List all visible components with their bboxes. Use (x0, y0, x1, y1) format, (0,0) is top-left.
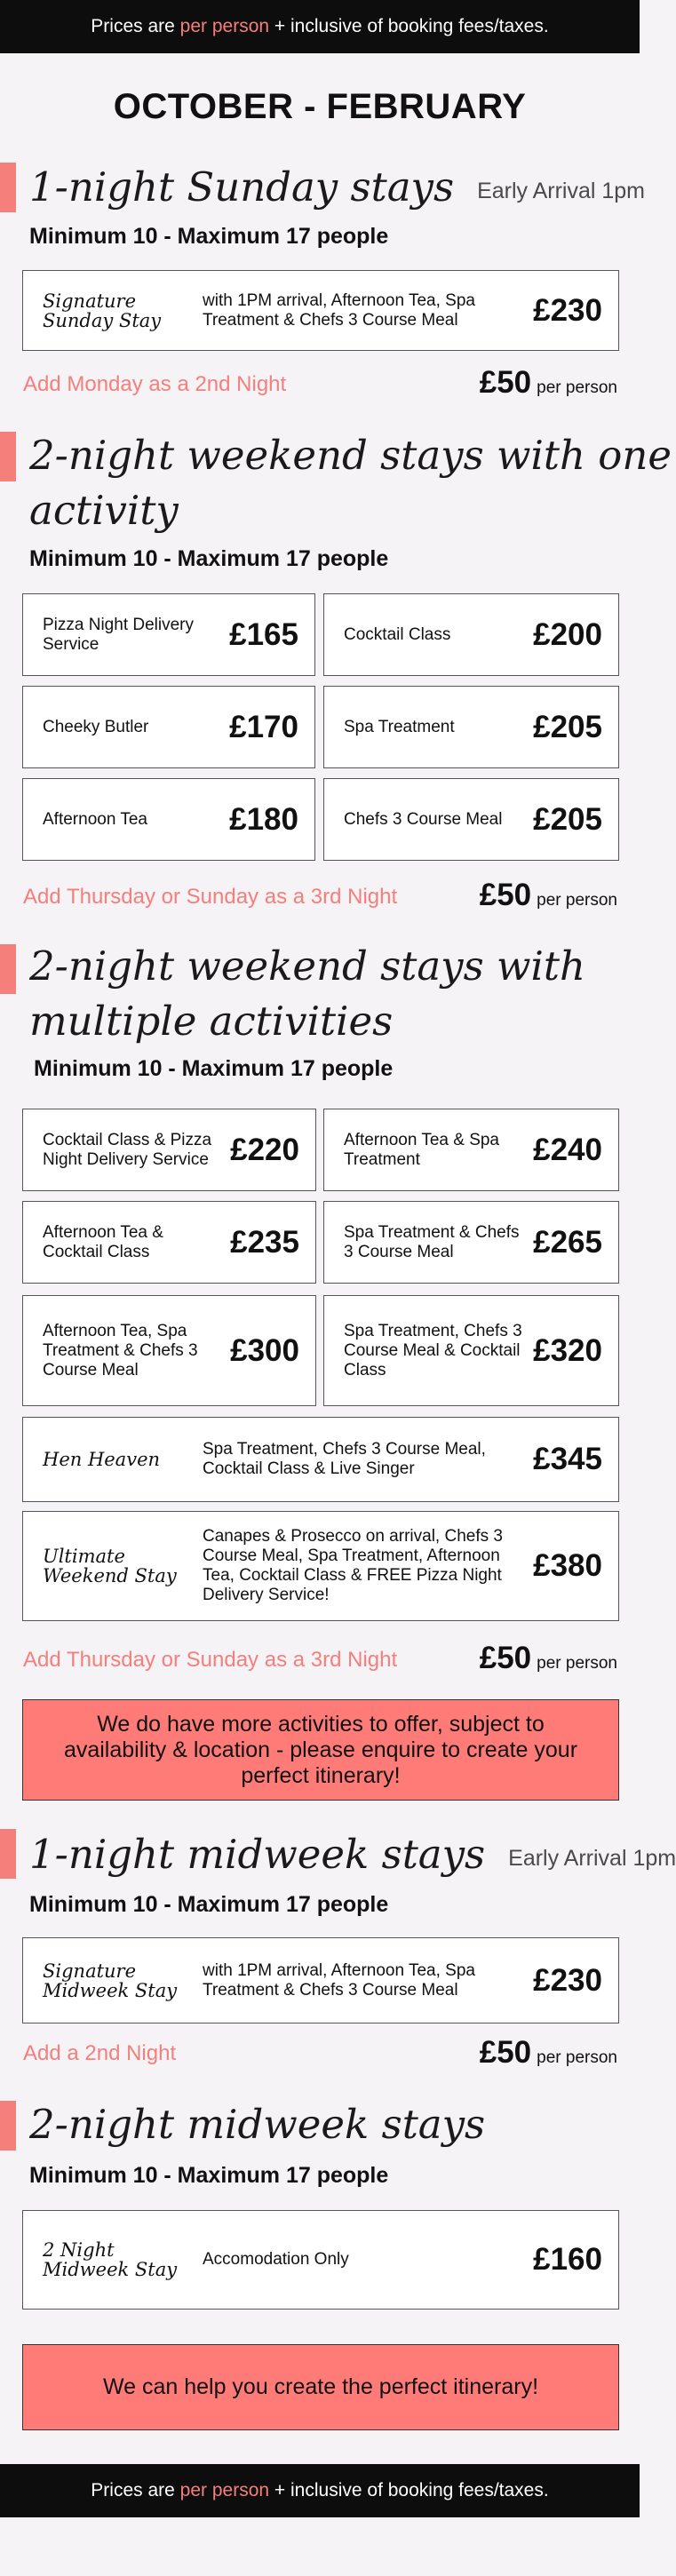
package-name: Spa Treatment, Chefs 3 Course Meal & Cocktail Class (344, 1321, 522, 1379)
package-card (22, 1201, 316, 1284)
package-price: £345 (533, 1442, 602, 1476)
package-card (22, 1937, 619, 2023)
package-card (22, 686, 315, 768)
package-card (22, 1109, 316, 1191)
package-card (323, 1201, 619, 1284)
package-desc: Accomodation Only (203, 2250, 349, 2269)
section-subtitle: Minimum 10 - Maximum 17 people (29, 2163, 389, 2188)
section-subtitle: Minimum 10 - Maximum 17 people (29, 546, 389, 571)
package-price: £230 (533, 1962, 602, 1998)
addon-label: Add Thursday or Sunday as a 3rd Night (23, 1648, 398, 1672)
package-price: £380 (533, 1548, 602, 1583)
section-title-weekend-one: 2-night weekend stays with one (29, 432, 672, 479)
enquire-banner: We do have more activities to offer, subject to availability & location - please enquire to create your perfect itinerary! (22, 1699, 619, 1801)
package-desc: Spa Treatment, Chefs 3 Course Meal, Cocktail Class & Live Singer (203, 1440, 486, 1478)
package-name: Spa Treatment (344, 717, 455, 736)
price-note-prefix: Prices are (91, 2480, 175, 2500)
package-price: £165 (229, 616, 298, 652)
package-desc: with 1PM arrival, Afternoon Tea, Spa Treatment & Chefs 3 Course Meal (203, 1960, 475, 2000)
section-accent (0, 432, 16, 481)
early-arrival-note: Early Arrival 1pm (508, 1845, 676, 1871)
package-price: £180 (229, 801, 298, 837)
addon-price-value: £50 (479, 1641, 532, 1675)
price-note-highlight: per person (179, 2480, 270, 2500)
package-price: £205 (533, 709, 602, 744)
page-title: OCTOBER - FEBRUARY (113, 87, 527, 126)
section-title-weekend-one-line2: activity (29, 487, 179, 534)
package-price: £160 (533, 2242, 602, 2277)
section-title-weekend-multi: 2-night weekend stays with (29, 942, 585, 990)
package-price: £170 (229, 709, 298, 744)
package-price: £265 (533, 1224, 602, 1260)
package-name: Cocktail Class (344, 624, 451, 644)
package-name: Afternoon Tea, Spa Treatment & Chefs 3 Course Meal (43, 1321, 198, 1379)
section-accent (0, 163, 16, 212)
package-name: Signature Midweek Stay (43, 1960, 178, 2001)
addon-label: Add Monday as a 2nd Night (23, 372, 287, 396)
package-card (22, 2210, 619, 2310)
section-title-midweek-two: 2-night midweek stays (29, 2101, 486, 2148)
package-name: Pizza Night Delivery Service (43, 615, 194, 654)
package-card (323, 593, 619, 676)
package-name: Cheeky Butler (43, 717, 149, 736)
package-name: Spa Treatment & Chefs 3 Course Meal (344, 1222, 520, 1261)
section-title-midweek-one (29, 1828, 676, 1885)
addon-price-unit: per person (537, 891, 617, 910)
package-name: Afternoon Tea (43, 809, 147, 829)
package-name: Hen Heaven (43, 1449, 161, 1470)
package-price: £200 (533, 616, 602, 652)
package-price: £235 (230, 1224, 299, 1260)
addon-price (480, 1641, 617, 1676)
package-card-ultimate (22, 1511, 619, 1621)
package-card (22, 593, 315, 676)
help-banner: We can help you create the perfect itinerary! (22, 2344, 619, 2430)
addon-price (480, 878, 617, 913)
package-card-hen-heaven (22, 1417, 619, 1502)
section-title-text: 1-night Sunday stays (29, 163, 455, 211)
package-price: £320 (533, 1332, 602, 1368)
package-name: 2 Night Midweek Stay (43, 2239, 178, 2280)
price-note-suffix: + inclusive of booking fees/taxes. (274, 16, 549, 36)
package-name: Afternoon Tea & Spa Treatment (344, 1130, 499, 1169)
price-note-prefix: Prices are (91, 16, 175, 36)
package-card (323, 1295, 619, 1406)
addon-label: Add Thursday or Sunday as a 3rd Night (23, 885, 398, 909)
package-name: Cocktail Class & Pizza Night Delivery Service (43, 1130, 212, 1169)
package-price: £205 (533, 801, 602, 837)
package-name: Signature Sunday Stay (43, 290, 162, 331)
section-subtitle: Minimum 10 - Maximum 17 people (29, 224, 389, 249)
package-name: Chefs 3 Course Meal (344, 809, 503, 829)
top-price-note (0, 0, 640, 53)
section-accent (0, 2101, 16, 2151)
package-price: £240 (533, 1132, 602, 1167)
addon-price-value: £50 (479, 365, 532, 400)
package-price: £230 (533, 292, 602, 328)
addon-price-unit: per person (537, 2048, 617, 2067)
addon-price-value: £50 (479, 2035, 532, 2070)
package-price: £220 (230, 1132, 299, 1167)
addon-price (480, 2035, 617, 2071)
section-accent (0, 1829, 16, 1879)
addon-price (480, 365, 617, 401)
package-desc: Canapes & Prosecco on arrival, Chefs 3 Course Meal, Spa Treatment, Afternoon Tea, Cocktail Class & FREE Pizza Night Delivery Service! (203, 1527, 503, 1604)
package-card (22, 270, 619, 351)
addon-price-unit: per person (537, 378, 617, 397)
bottom-price-note (0, 2464, 640, 2517)
package-name: Afternoon Tea & Cocktail Class (43, 1222, 163, 1261)
package-card (22, 778, 315, 861)
package-card (323, 778, 619, 861)
addon-label: Add a 2nd Night (23, 2041, 177, 2065)
price-note-highlight: per person (179, 16, 270, 36)
section-title-sunday (29, 161, 645, 218)
section-title-weekend-multi-line2: multiple activities (29, 998, 394, 1045)
early-arrival-note: Early Arrival 1pm (477, 178, 646, 203)
addon-price-unit: per person (537, 1654, 617, 1673)
section-title-text: 1-night midweek stays (29, 1831, 486, 1878)
package-price: £300 (230, 1332, 299, 1368)
package-card (22, 1295, 316, 1406)
section-accent (0, 944, 16, 994)
package-card (323, 1109, 619, 1191)
package-desc: with 1PM arrival, Afternoon Tea, Spa Treatment & Chefs 3 Course Meal (203, 290, 475, 330)
price-note-suffix: + inclusive of booking fees/taxes. (274, 2480, 549, 2500)
section-subtitle: Minimum 10 - Maximum 17 people (34, 1056, 394, 1081)
package-name: Ultimate Weekend Stay (43, 1546, 177, 1586)
package-card (323, 686, 619, 768)
addon-price-value: £50 (479, 878, 532, 912)
section-subtitle: Minimum 10 - Maximum 17 people (29, 1892, 389, 1917)
